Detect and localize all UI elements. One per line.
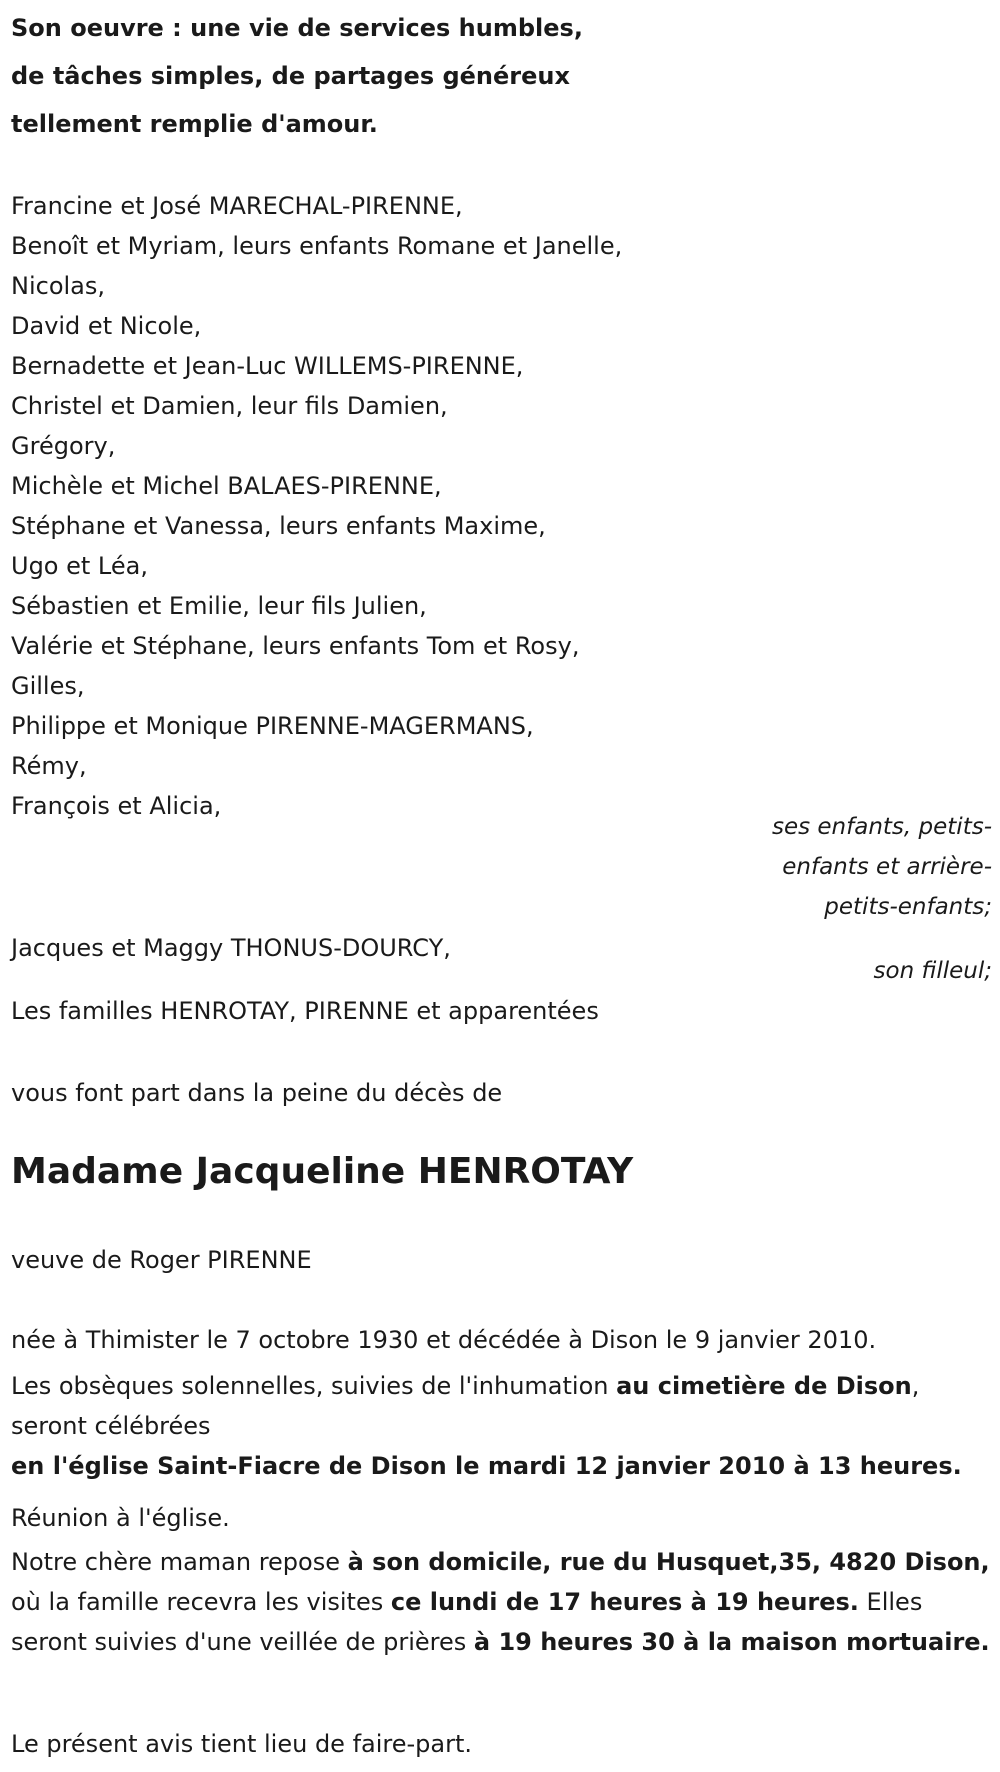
family-line: Nicolas, (11, 272, 106, 300)
family-line: Benoît et Myriam, leurs enfants Romane et Janelle, (11, 232, 623, 260)
family-line: Francine et José MARECHAL-PIRENNE, (11, 192, 463, 220)
family-line: Rémy, (11, 752, 87, 780)
relation-godson: son filleul; (873, 958, 992, 984)
family-line: Gilles, (11, 672, 85, 700)
relation-children-1: ses enfants, petits- (771, 814, 992, 840)
rest-visits: ce lundi de 17 heures à 19 heures. (390, 1588, 859, 1616)
epigraph-line: tellement remplie d'amour. (11, 110, 378, 138)
family-line: Michèle et Michel BALAES-PIRENNE, (11, 472, 442, 500)
families-line: Les familles HENROTAY, PIRENNE et apparentées (11, 997, 599, 1025)
funeral-text: Les obsèques solennelles, suivies de l'inhumation (11, 1372, 617, 1400)
family-line: David et Nicole, (11, 312, 202, 340)
family-list (11, 186, 751, 826)
meeting-line: Réunion à l'église. (11, 1504, 230, 1532)
deceased-name: Madame Jacqueline HENROTAY (11, 1151, 634, 1192)
rest-text: Notre chère maman repose (11, 1548, 348, 1576)
rest-vigil: à 19 heures 30 à la maison mortuaire. (473, 1628, 990, 1656)
family-line: Christel et Damien, leur fils Damien, (11, 392, 448, 420)
epigraph-line: de tâches simples, de partages généreux (11, 62, 570, 90)
rest-text: où la famille recevra les visites (11, 1588, 391, 1616)
announce-line: vous font part dans la peine du décès de (11, 1079, 503, 1107)
family-line: Ugo et Léa, (11, 552, 148, 580)
family-line: Philippe et Monique PIRENNE-MAGERMANS, (11, 712, 534, 740)
family-line: Valérie et Stéphane, leurs enfants Tom et Rosy, (11, 632, 580, 660)
family-line: Sébastien et Emilie, leur fils Julien, (11, 592, 427, 620)
epigraph (11, 4, 711, 148)
rest-text: Elles seront suivies d'une veillée de prières (11, 1588, 923, 1656)
rest-address: à son domicile, rue du Husquet,35, 4820 Dison, (347, 1548, 990, 1576)
family-line: François et Alicia, (11, 792, 222, 820)
birth-death-line: née à Thimister le 7 octobre 1930 et décédée à Dison le 9 janvier 2010. (11, 1326, 877, 1354)
family-line: Bernadette et Jean-Luc WILLEMS-PIRENNE, (11, 352, 524, 380)
funeral-paragraph (11, 1366, 1000, 1486)
epigraph-line: Son oeuvre : une vie de services humbles, (11, 14, 583, 42)
funeral-text: , seront célébrées (11, 1372, 920, 1440)
funeral-church-date: en l'église Saint-Fiacre de Dison le mardi 12 janvier 2010 à 13 heures. (11, 1452, 962, 1480)
closing-line: Le présent avis tient lieu de faire-part. (11, 1730, 473, 1758)
rest-paragraph (11, 1542, 1000, 1662)
godson-line: Jacques et Maggy THONUS-DOURCY, (11, 934, 451, 962)
relation-children-3: petits-enfants; (824, 894, 992, 920)
family-line: Stéphane et Vanessa, leurs enfants Maxime, (11, 512, 546, 540)
relation-children-2: enfants et arrière- (782, 854, 992, 880)
widow-line: veuve de Roger PIRENNE (11, 1246, 312, 1274)
funeral-cemetery: au cimetière de Dison (616, 1372, 912, 1400)
family-line: Grégory, (11, 432, 116, 460)
